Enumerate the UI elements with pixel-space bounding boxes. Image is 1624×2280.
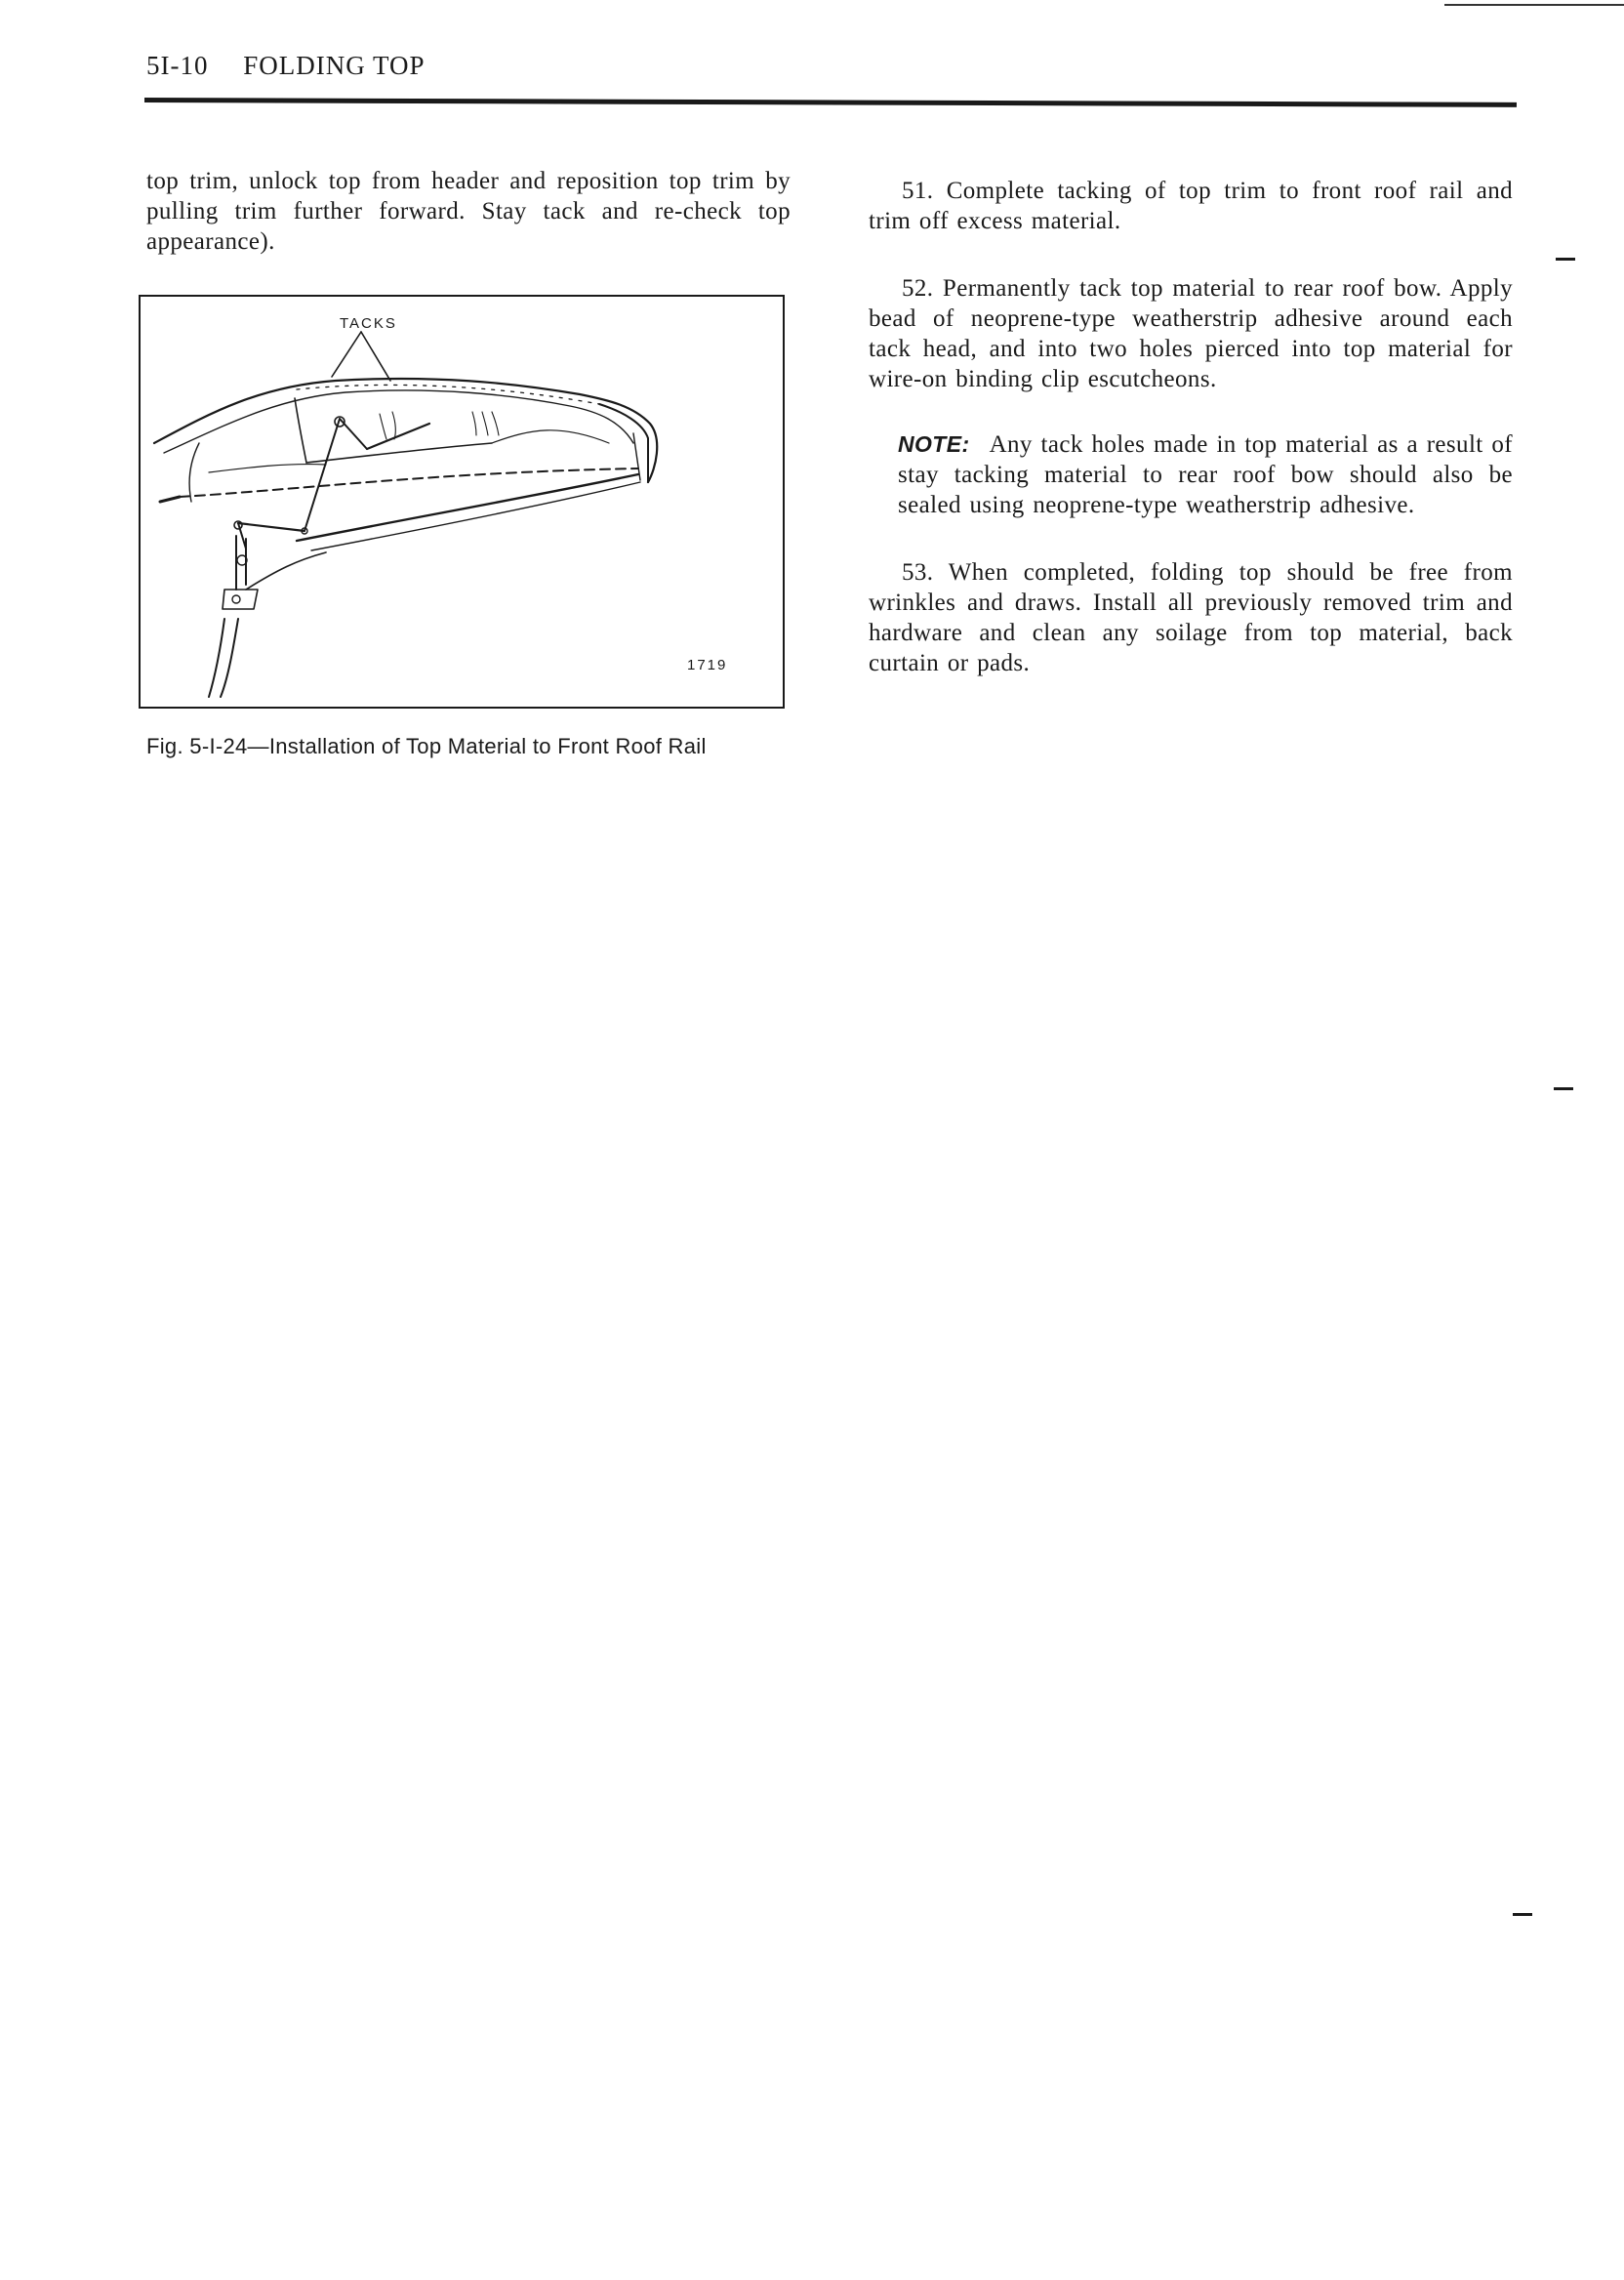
note-label: NOTE:	[898, 431, 970, 457]
margin-tick	[1554, 1087, 1573, 1090]
corner-rule	[1444, 4, 1624, 6]
folding-top-illustration	[141, 297, 783, 707]
figure-illustration	[139, 295, 785, 709]
step-53: 53. When completed, folding top should be free from wrinkles and draws. Install all previously removed trim and hardware and clean any soilage from top material, back curtain or pads.	[869, 559, 1513, 676]
header-rule	[144, 98, 1517, 107]
note-block	[898, 429, 1513, 520]
step-51: 51. Complete tacking of top trim to front roof rail and trim off excess material.	[869, 178, 1513, 234]
section-number: 5I-10	[146, 51, 209, 80]
page-header	[146, 51, 426, 81]
left-column	[146, 166, 791, 257]
section-title: FOLDING TOP	[243, 51, 426, 80]
figure-caption: Fig. 5-I-24—Installation of Top Material to Front Roof Rail	[146, 734, 707, 758]
right-column	[869, 176, 1513, 678]
illustration-number: 1719	[687, 657, 728, 673]
margin-tick	[1556, 258, 1575, 261]
tacks-callout: TACKS	[340, 315, 397, 332]
continued-paragraph: top trim, unlock top from header and reposition top trim by pulling trim further forward. Stay tack and re-check top appearance).	[146, 168, 791, 255]
margin-tick	[1513, 1913, 1532, 1916]
note-text: Any tack holes made in top material as a result of stay tacking material to rear roof bow should also be sealed using neoprene-type weatherstrip adhesive.	[898, 431, 1513, 518]
step-52: 52. Permanently tack top material to rear roof bow. Apply bead of neoprene-type weatherstrip adhesive around each tack head, and into two holes pierced into top material for wire-on binding clip escutcheons.	[869, 275, 1513, 392]
